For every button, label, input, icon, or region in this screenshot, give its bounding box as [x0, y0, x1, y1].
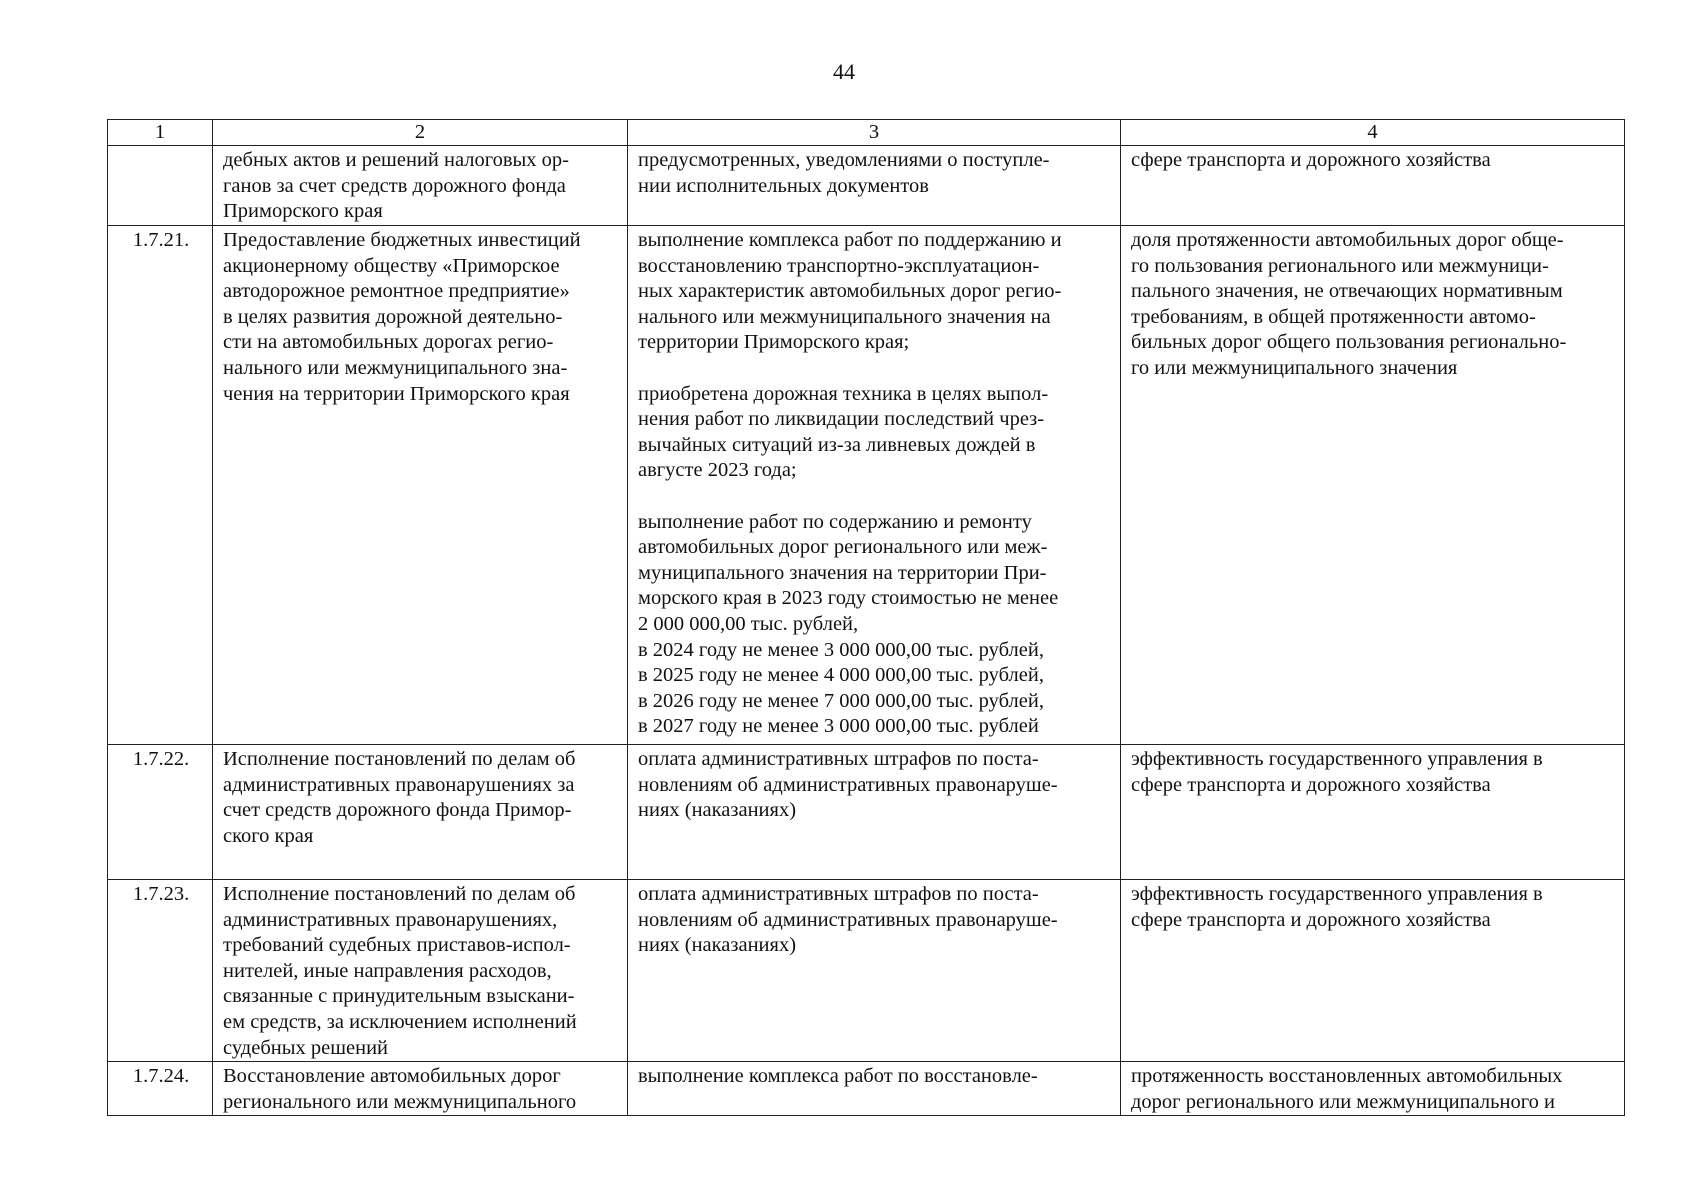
table-row — [108, 226, 1625, 745]
text-line: 2 000 000,00 тыс. рублей, — [638, 612, 859, 635]
text-line: в 2027 году не менее 3 000 000,00 тыс. рублей — [638, 715, 1039, 738]
result-cell — [628, 745, 1121, 880]
text-line: нения работ по ликвидации последствий чрез- — [638, 408, 1045, 431]
text-line: автодорожное ремонтное предприятие» — [223, 280, 570, 303]
text-line: сфере транспорта и дорожного хозяйства — [1131, 773, 1491, 796]
text-line: ниях (наказаниях) — [638, 934, 797, 957]
text-line: связанные с принудительным взыскани- — [223, 985, 575, 1008]
page-number: 44 — [833, 59, 855, 84]
indicator-cell — [1121, 745, 1625, 880]
measure-cell — [213, 146, 628, 226]
text-line: в целях развития дорожной деятельно- — [223, 305, 563, 328]
text-line: эффективность государственного управления в — [1131, 883, 1543, 905]
text-line: дебных актов и решений налоговых ор- — [223, 149, 570, 171]
header-cell: 2 — [213, 120, 628, 146]
text-line: го или межмуниципального значения — [1131, 356, 1458, 379]
text-line: бильных дорог общего пользования регионально- — [1131, 331, 1567, 354]
text-line: доля протяженности автомобильных дорог обще- — [1131, 229, 1564, 251]
text-line: в 2025 году не менее 4 000 000,00 тыс. рублей, — [638, 664, 1044, 687]
indicator-cell — [1121, 1062, 1625, 1116]
text-line: оплата административных штрафов по поста- — [638, 748, 1039, 770]
text-line: в 2026 году не менее 7 000 000,00 тыс. рублей, — [638, 689, 1044, 712]
text-line: протяженность восстановленных автомобильных — [1131, 1065, 1563, 1088]
text-line: предусмотренных, уведомлениями о поступле- — [638, 149, 1050, 171]
indicator-cell — [1121, 226, 1625, 745]
indicator-cell — [1121, 880, 1625, 1062]
row-number-cell: 1.7.23. — [108, 880, 213, 1062]
text-line: требованиям, в общей протяженности автомо- — [1131, 305, 1536, 328]
text-line: требований судебных приставов-испол- — [223, 934, 571, 957]
text-line: чения на территории Приморского края — [223, 382, 570, 405]
measure-cell — [213, 226, 628, 745]
text-line: административных правонарушениях, — [223, 908, 558, 931]
text-line: автомобильных дорог регионального или меж- — [638, 536, 1048, 559]
text-line: акционерному обществу «Приморское — [223, 254, 560, 277]
text-line: вычайных ситуаций из-за ливневых дождей в — [638, 433, 1036, 456]
text-line: в 2024 году не менее 3 000 000,00 тыс. рублей, — [638, 638, 1044, 661]
measure-cell — [213, 880, 628, 1062]
text-line: ных характеристик автомобильных дорог регио- — [638, 280, 1062, 303]
text-line: муниципального значения на территории При- — [638, 561, 1047, 584]
text-line: сфере транспорта и дорожного хозяйства — [1131, 149, 1491, 171]
text-line: го пользования регионального или межмуници- — [1131, 254, 1549, 277]
result-cell — [628, 880, 1121, 1062]
measure-cell — [213, 745, 628, 880]
text-line: Восстановление автомобильных дорог — [223, 1065, 561, 1088]
text-line: Исполнение постановлений по делам об — [223, 748, 576, 770]
text-line: дорог регионального или межмуниципального и — [1131, 1090, 1555, 1113]
text-line: Исполнение постановлений по делам об — [223, 883, 576, 905]
text-line: регионального или межмуниципального — [223, 1090, 577, 1113]
header-cell: 3 — [628, 120, 1121, 146]
text-line: новлениям об административных правонаруше- — [638, 908, 1058, 931]
text-line: ганов за счет средств дорожного фонда — [223, 174, 566, 197]
text-line: нального или межмуниципального значения на — [638, 305, 1051, 328]
row-number-cell: 1.7.21. — [108, 226, 213, 745]
text-line: оплата административных штрафов по поста- — [638, 883, 1039, 905]
indicator-cell — [1121, 146, 1625, 226]
text-line: счет средств дорожного фонда Примор- — [223, 799, 572, 822]
row-number-cell: 1.7.24. — [108, 1062, 213, 1116]
measures-table — [107, 119, 1625, 1116]
text-line: восстановлению транспортно-эксплуатацион- — [638, 254, 1040, 277]
text-line: выполнение комплекса работ по поддержанию и — [638, 229, 1062, 251]
text-line: судебных решений — [223, 1036, 389, 1059]
text-line: выполнение комплекса работ по восстановле- — [638, 1065, 1038, 1088]
text-line: Предоставление бюджетных инвестиций — [223, 229, 581, 251]
table-row — [108, 146, 1625, 226]
text-line: эффективность государственного управления в — [1131, 748, 1543, 770]
row-number-cell — [108, 146, 213, 226]
text-line: Приморского края — [223, 200, 383, 223]
table-row — [108, 745, 1625, 880]
text-line: выполнение работ по содержанию и ремонту — [638, 510, 1032, 533]
text-line: ем средств, за исключением исполнений — [223, 1010, 577, 1033]
text-line: нального или межмуниципального зна- — [223, 356, 568, 379]
text-line: сфере транспорта и дорожного хозяйства — [1131, 908, 1491, 931]
measure-cell — [213, 1062, 628, 1116]
header-cell: 1 — [108, 120, 213, 146]
text-line: новлениям об административных правонаруше- — [638, 773, 1058, 796]
header-cell: 4 — [1121, 120, 1625, 146]
text-line: административных правонарушениях за — [223, 773, 575, 796]
text-line: сти на автомобильных дорогах регио- — [223, 331, 554, 354]
text-line: нителей, иные направления расходов, — [223, 959, 552, 982]
text-line: августе 2023 года; — [638, 459, 797, 482]
result-cell — [628, 1062, 1121, 1116]
text-line: территории Приморского края; — [638, 331, 910, 354]
row-number-cell: 1.7.22. — [108, 745, 213, 880]
result-cell — [628, 226, 1121, 745]
text-line: пального значения, не отвечающих нормативным — [1131, 280, 1563, 303]
text-line: морского края в 2023 году стоимостью не менее — [638, 587, 1059, 610]
table-row — [108, 1062, 1625, 1116]
text-line: ского края — [223, 824, 314, 847]
table-row — [108, 880, 1625, 1062]
text-line: нии исполнительных документов — [638, 174, 929, 197]
table-header-row — [108, 120, 1625, 146]
text-line: приобретена дорожная техника в целях выпол- — [638, 382, 1049, 405]
text-line: ниях (наказаниях) — [638, 799, 797, 822]
result-cell — [628, 146, 1121, 226]
